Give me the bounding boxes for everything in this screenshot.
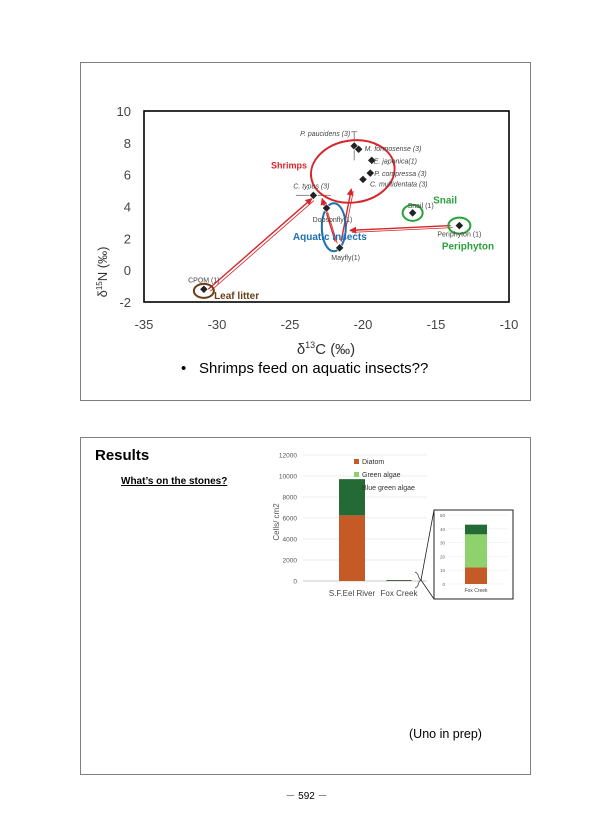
- x-tick-label: -35: [134, 317, 154, 332]
- point-label: Snail (1): [407, 202, 434, 210]
- y-tick-label: 2: [123, 231, 131, 247]
- point-label: M. formosense (3): [364, 146, 422, 154]
- trophic-arrow-line: [210, 201, 314, 292]
- group-label-snail: Snail: [433, 195, 457, 207]
- point-label: Mayfly(1): [331, 254, 361, 262]
- group-label-leaf-litter: Leaf litter: [214, 290, 260, 302]
- inset-y-tick-label: 0: [442, 582, 445, 587]
- x-axis-title: $\delta^{13}C$ (‰): [296, 340, 356, 358]
- legend-label-diatom: Diatom: [362, 459, 385, 466]
- point-label: C. multidentata (3): [370, 181, 428, 189]
- inset-segment-blue-green-algae: [465, 525, 487, 535]
- results-subtitle: What’s on the stones?: [121, 476, 228, 487]
- slide-results: [80, 437, 531, 775]
- isotope-scatter-chart: [81, 63, 532, 363]
- x-tick-label: -10: [499, 317, 519, 332]
- inset-connector: [421, 580, 434, 599]
- y-tick-label: 0: [123, 263, 131, 279]
- data-point-c-multidentata-3: [359, 175, 367, 183]
- algae-stacked-bar-chart: [81, 438, 532, 618]
- legend-swatch-green-algae: [354, 472, 359, 477]
- data-point-p-compressa-3: [366, 169, 374, 177]
- bar-y-tick-label: 6000: [282, 515, 297, 523]
- point-label: E. japonica(1): [373, 158, 417, 166]
- x-tick-label: -30: [207, 317, 227, 332]
- point-label: P. compressa (3): [374, 171, 427, 179]
- bar-y-tick-label: 10000: [278, 473, 297, 481]
- x-tick-label: -20: [353, 317, 373, 332]
- trophic-arrow: [350, 226, 451, 231]
- x-tick-label: -25: [280, 317, 300, 332]
- group-label-aquatic-insects: Aquatic insects: [292, 231, 367, 243]
- point-label: C. typus (3): [293, 183, 330, 191]
- y-tick-label: 8: [123, 135, 131, 151]
- point-label: Periphyton (1): [437, 231, 482, 239]
- bar-y-tick-label: 0: [293, 578, 297, 586]
- inset-y-tick-label: 30: [439, 540, 445, 546]
- y-tick-label: 10: [116, 104, 131, 119]
- point-label: Dobsonfly(1): [312, 217, 353, 225]
- inset-y-tick-label: 40: [439, 526, 445, 532]
- inset-connector: [421, 510, 434, 580]
- legend-swatch-blue-green-algae: [354, 485, 359, 490]
- inset-brace: [415, 572, 421, 588]
- y-tick-label: -2: [119, 295, 131, 310]
- inset-y-tick-label: 50: [439, 513, 445, 518]
- legend-swatch-diatom: [354, 459, 359, 464]
- y-tick-label: 4: [123, 199, 131, 215]
- point-label: P. paucidens (3): [300, 131, 351, 139]
- group-label-periphyton: Periphyton: [441, 241, 495, 253]
- page-number: － 592 －: [285, 791, 328, 802]
- group-label-shrimps: Shrimps: [271, 160, 308, 171]
- results-title: Results: [95, 447, 150, 464]
- bar-y-tick-label: 4000: [282, 536, 297, 544]
- data-point-periphyton-1: [455, 221, 463, 229]
- bullet-dot: •: [181, 360, 187, 377]
- bar-y-tick-label: 2000: [282, 557, 297, 565]
- legend-label-blue-green-algae: Blue green algae: [362, 485, 415, 492]
- inset-y-tick-label: 10: [439, 568, 445, 574]
- bar-category-label: Fox Creek: [380, 589, 418, 598]
- inset-segment-green-algae: [465, 534, 487, 567]
- data-point-cpom-1: [200, 285, 208, 293]
- inset-category-label: Fox Creek: [464, 588, 488, 594]
- inset-segment-diatom: [465, 567, 487, 584]
- y-axis-title: $\delta^{15}N$ (‰): [95, 246, 110, 298]
- credit-note: (Uno in prep): [409, 727, 482, 741]
- inset-y-tick-label: 20: [439, 554, 445, 560]
- slide-isotope-biplot: [80, 62, 531, 401]
- bar-y-tick-label: 12000: [278, 452, 297, 460]
- bar-segment-diatom: [339, 515, 365, 581]
- bullet-point: [181, 360, 428, 377]
- data-point-snail-1: [408, 209, 416, 217]
- bar-category-label: S.F.Eel River: [328, 589, 376, 598]
- bullet-text: Shrimps feed on aquatic insects??: [199, 360, 429, 377]
- trophic-arrow: [208, 199, 312, 290]
- y-tick-label: 6: [123, 167, 131, 183]
- legend-label-green-algae: Green algae: [362, 472, 401, 479]
- data-point-c-typus-3: [309, 191, 317, 199]
- bar-y-axis-title: Cells/ cm2: [272, 503, 281, 541]
- point-label: CPOM (1): [188, 277, 220, 285]
- x-tick-label: -15: [426, 317, 446, 332]
- bar-y-tick-label: 8000: [282, 494, 297, 502]
